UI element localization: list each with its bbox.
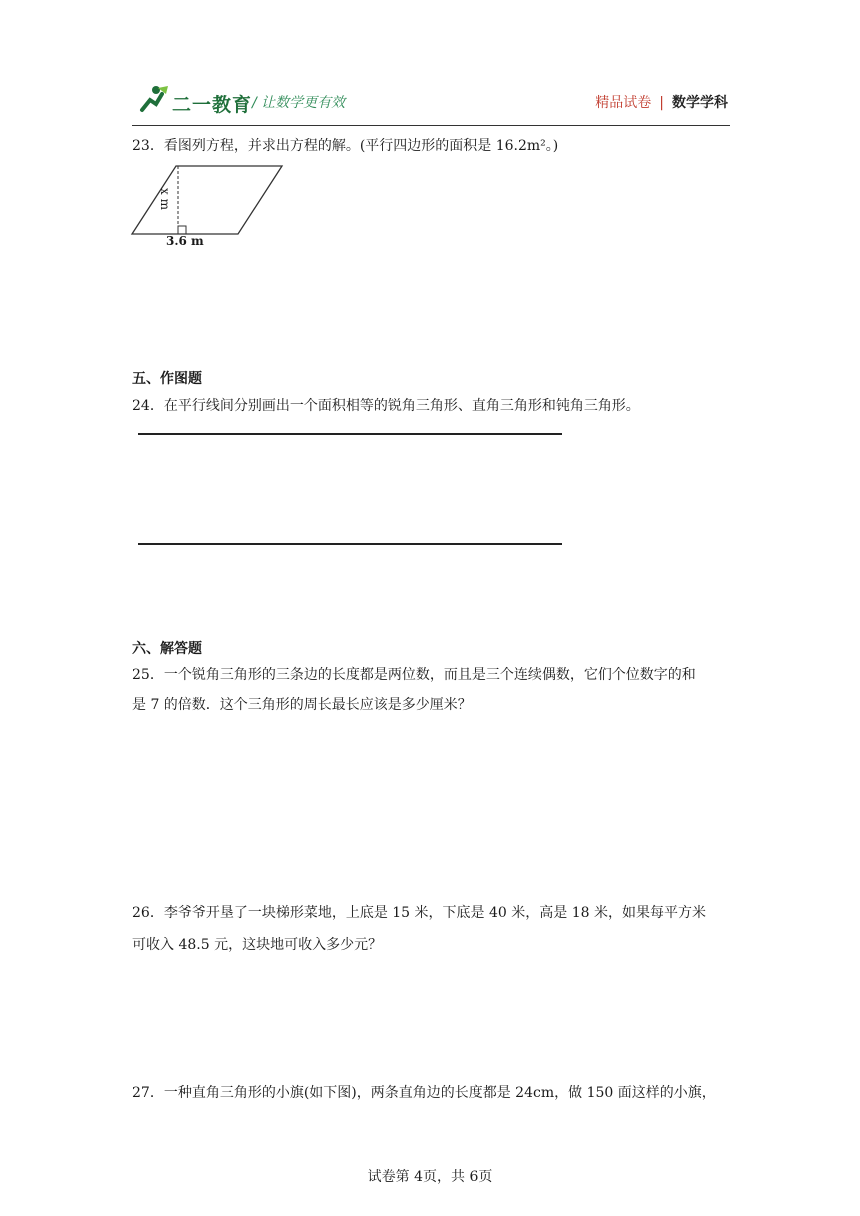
premium-tag: 精品试卷 [595, 95, 652, 111]
parallel-line-top [138, 433, 562, 435]
section-5-title: 五、作图题 [132, 371, 202, 387]
question-26-line2: 可收入 48.5 元，这块地可收入多少元？ [132, 937, 383, 953]
question-24-text: 24．在平行线间分别画出一个面积相等的锐角三角形、直角三角形和钝角三角形。 [132, 398, 640, 414]
subject-label: 数学学科 [672, 95, 728, 111]
question-23-text: 23．看图列方程，并求出方程的解。(平行四边形的面积是 16.2m²。) [132, 138, 559, 154]
section-6-title: 六、解答题 [132, 641, 202, 657]
question-25-line2: 是 7 的倍数．这个三角形的周长最长应该是多少厘米？ [132, 697, 472, 713]
question-25-line1: 25．一个锐角三角形的三条边的长度都是两位数，而且是三个连续偶数，它们个位数字的和 [132, 667, 696, 683]
page-number: 试卷第 4页，共 6页 [367, 1169, 493, 1185]
question-27-line1: 27．一种直角三角形的小旗(如下图)，两条直角边的长度都是 24cm，做 150 面这样的小旗， [132, 1085, 716, 1101]
logo-icon [136, 84, 170, 118]
base-label: 3.6 m [166, 234, 204, 248]
question-26-line1: 26．李爷爷开垦了一块梯形菜地，上底是 15 米，下底是 40 米，高是 18 米，如果每平方米 [132, 905, 706, 921]
parallel-line-bottom [138, 543, 562, 545]
height-label: x m [158, 188, 172, 210]
header-separator: | [659, 95, 664, 111]
header-divider [132, 125, 730, 126]
header-right [595, 92, 728, 112]
logo-text: 二一教育 [172, 94, 253, 116]
slogan: / 让数学更有效 [252, 95, 346, 111]
parallelogram-figure [128, 160, 292, 256]
